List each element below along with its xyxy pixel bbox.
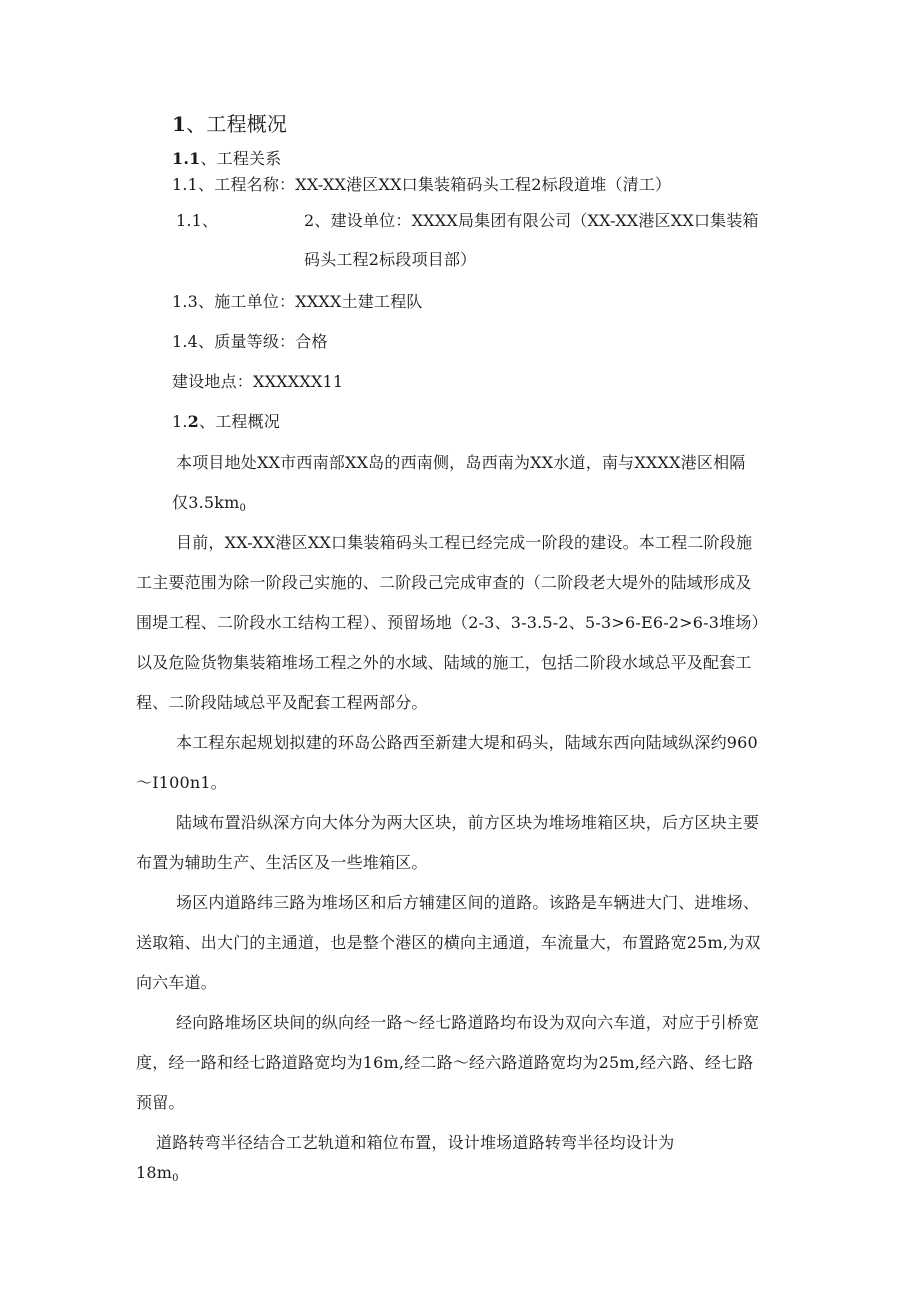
- paragraph-5-line-1: 场区内道路纬三路为堆场区和后方辅建区间的道路。该路是车辆进大门、进堆场、: [176, 893, 760, 912]
- item-quality-grade: 1.4、质量等级：合格: [172, 332, 328, 351]
- paragraph-4-line-2: 布置为辅助生产、生活区及一些堆箱区。: [136, 853, 428, 872]
- section-1-1-number: 1.1: [172, 149, 201, 168]
- item-build-location: 建设地点：XXXXXX11: [172, 372, 344, 391]
- paragraph-1-line-2-text: 仅3.5km: [172, 493, 240, 512]
- paragraph-2-line-3: 围堤工程、二阶段水工结构工程）、预留场地（2-3、3-3.5-2、5-3>6-E6-2>6-3堆场）: [136, 613, 768, 632]
- paragraph-7-line-2: [136, 1162, 179, 1190]
- item-project-name: 1.1、工程名称：XX-XX港区XX口集装箱码头工程2标段道堆（清工）: [172, 175, 672, 194]
- paragraph-2-line-2: 工主要范围为除一阶段己实施的、二阶段己完成审查的（二阶段老大堤外的陆域形成及: [136, 573, 752, 592]
- paragraph-7-line-2-text: 18m: [136, 1163, 173, 1182]
- heading-number: 1: [172, 112, 187, 136]
- paragraph-5-line-2: 送取箱、出大门的主通道，也是整个港区的横向主通道，车流量大，布置路宽25m,为双: [136, 933, 761, 952]
- paragraph-2-line-5: 程、二阶段陆域总平及配套工程两部分。: [136, 693, 428, 712]
- section-1-1-title: 、工程关系: [200, 149, 282, 168]
- item-builder-line2: 码头工程2标段项目部）: [304, 250, 477, 269]
- paragraph-5-line-3: 向六车道。: [136, 973, 218, 992]
- section-1-2-title: 、工程概况: [199, 412, 281, 431]
- paragraph-1-line-1: 本项目地处XX市西南部XX岛的西南侧，岛西南为XX水道，南与XXXX港区相隔: [176, 453, 746, 472]
- paragraph-4-line-1: 陆域布置沿纵深方向大体分为两大区块，前方区块为堆场堆箱区块，后方区块主要: [176, 813, 760, 832]
- heading-title: 、工程概况: [186, 112, 288, 136]
- paragraph-6-line-1: 经向路堆场区块间的纵向经一路～经七路道路均布设为双向六车道，对应于引桥宽: [176, 1013, 760, 1032]
- paragraph-6-line-3: 预留。: [136, 1093, 185, 1112]
- item-construction-unit: 1.3、施工单位：XXXX土建工程队: [172, 292, 423, 311]
- section-heading-1-1: [172, 148, 281, 170]
- paragraph-3-line-1: 本工程东起规划拟建的环岛公路西至新建大堤和码头，陆域东西向陆域纵深约960: [176, 733, 758, 752]
- paragraph-6-line-2: 度，经一路和经七路道路宽均为16m,经二路～经六路道路宽均为25m,经六路、经七路: [136, 1053, 754, 1072]
- section-1-2-number: 2: [187, 412, 200, 431]
- item-builder-line1: 2、建设单位：XXXX局集团有限公司（XX-XX港区XX口集装箱: [304, 211, 759, 230]
- section-1-2-prefix: 1.: [172, 412, 188, 431]
- paragraph-1-line-2: [172, 492, 246, 520]
- section-heading-1-2: [172, 411, 280, 433]
- item-builder-prefix: 1.1、: [176, 211, 219, 230]
- paragraph-7-line-1: 道路转弯半径结合工艺轨道和箱位布置，设计堆场道路转弯半径均设计为: [156, 1133, 675, 1152]
- paragraph-1-line-2-sub: 0: [239, 503, 247, 514]
- paragraph-3-line-2: ～I100n1。: [136, 773, 227, 792]
- heading-project-overview: [172, 111, 287, 137]
- paragraph-2-line-4: 以及危险货物集装箱堆场工程之外的水域、陆域的施工，包括二阶段水域总平及配套工: [136, 653, 752, 672]
- paragraph-2-line-1: 目前，XX-XX港区XX口集装箱码头工程已经完成一阶段的建设。本工程二阶段施: [176, 533, 753, 552]
- paragraph-7-line-2-sub: 0: [172, 1173, 179, 1184]
